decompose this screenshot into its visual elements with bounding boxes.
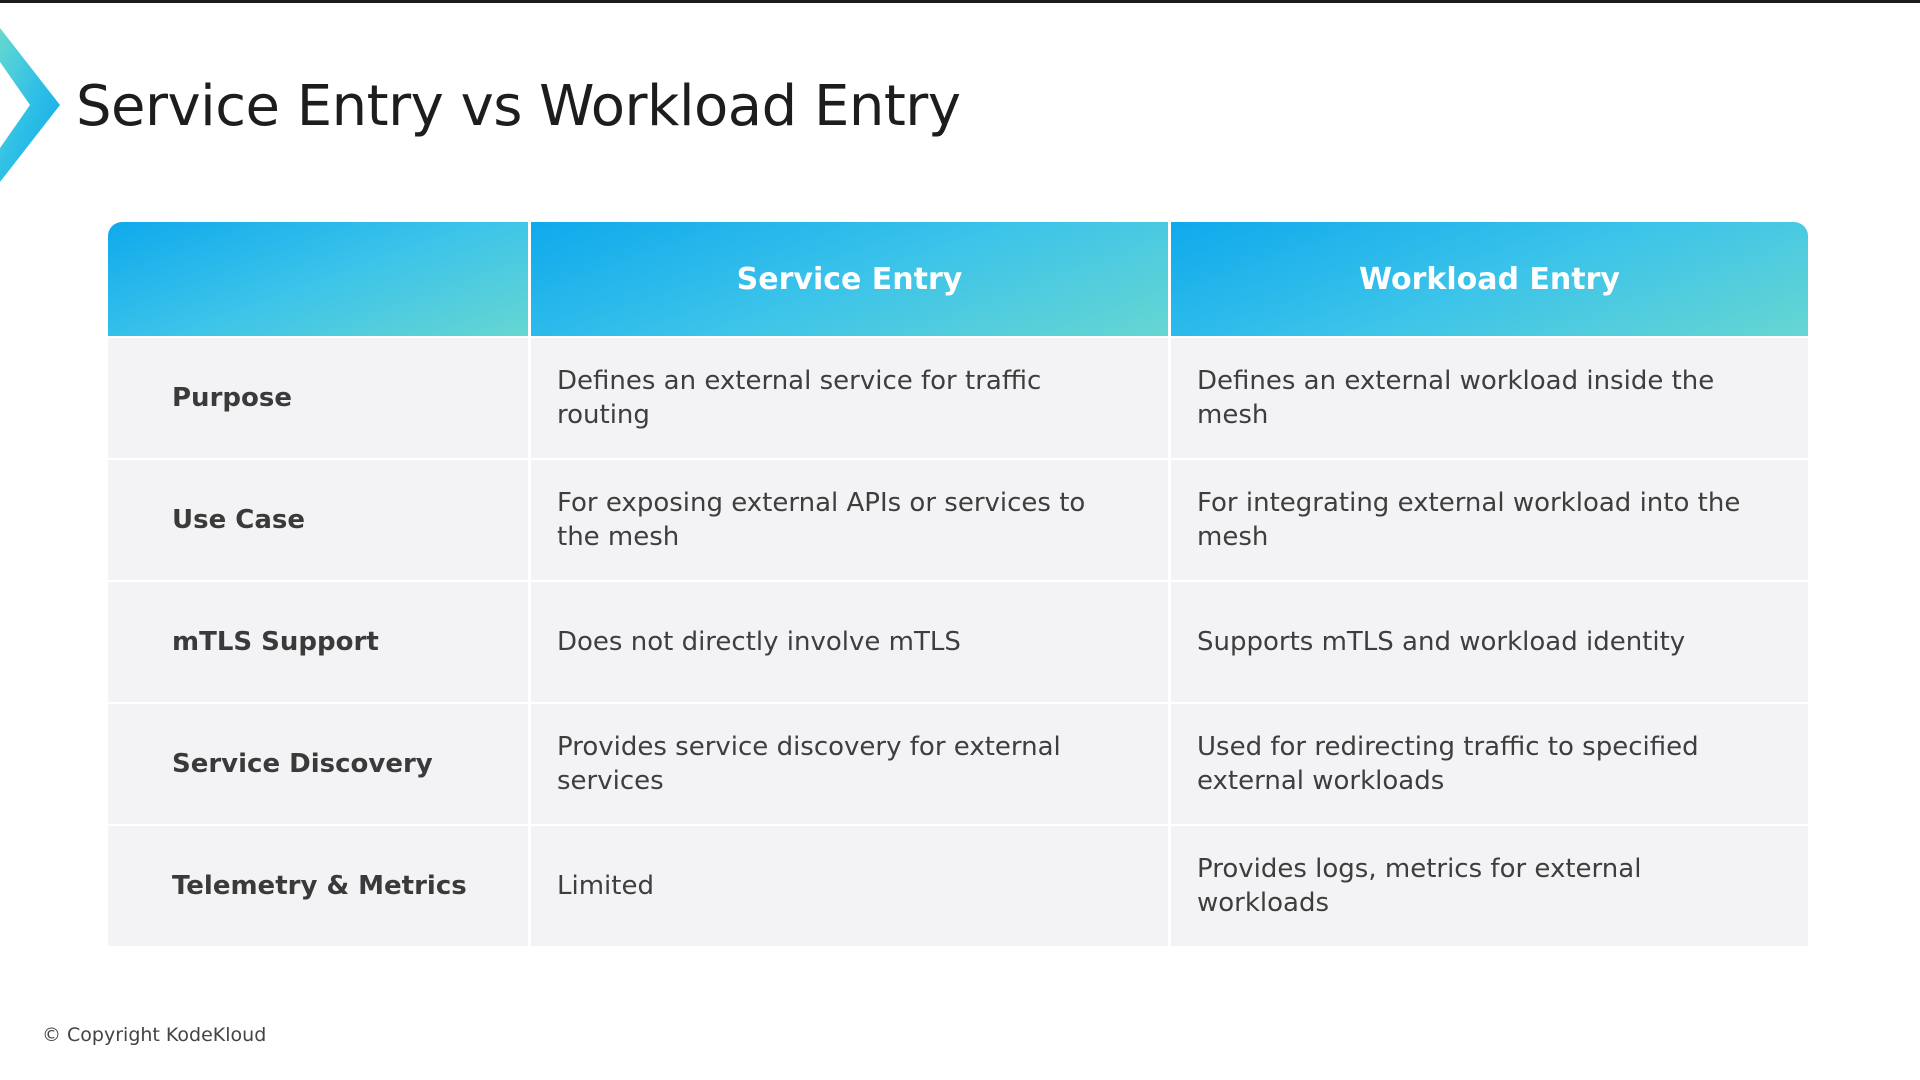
table-row-service-discovery	[108, 704, 1808, 824]
row-label: Purpose	[108, 338, 528, 458]
table-header	[108, 222, 1808, 336]
service-entry-cell: Does not directly involve mTLS	[528, 582, 1168, 702]
workload-entry-cell: For integrating external workload into the mesh	[1168, 460, 1808, 580]
header-cell-workload-entry: Workload Entry	[1168, 222, 1808, 336]
comparison-table	[108, 222, 1808, 946]
workload-entry-cell: Provides logs, metrics for external workloads	[1168, 826, 1808, 946]
service-entry-cell: For exposing external APIs or services to the mesh	[528, 460, 1168, 580]
chevron-right-icon	[0, 28, 64, 182]
header-cell-empty	[108, 222, 528, 336]
workload-entry-cell: Supports mTLS and workload identity	[1168, 582, 1808, 702]
service-entry-cell: Provides service discovery for external services	[528, 704, 1168, 824]
row-label: mTLS Support	[108, 582, 528, 702]
workload-entry-cell: Defines an external workload inside the mesh	[1168, 338, 1808, 458]
copyright-footer: © Copyright KodeKloud	[42, 1024, 267, 1046]
service-entry-cell: Limited	[528, 826, 1168, 946]
workload-entry-cell: Used for redirecting traffic to specified external workloads	[1168, 704, 1808, 824]
service-entry-cell: Defines an external service for traffic routing	[528, 338, 1168, 458]
row-label: Use Case	[108, 460, 528, 580]
table-row-use-case	[108, 460, 1808, 580]
row-label: Service Discovery	[108, 704, 528, 824]
header-cell-service-entry: Service Entry	[528, 222, 1168, 336]
table-row-mtls-support	[108, 582, 1808, 702]
row-label: Telemetry & Metrics	[108, 826, 528, 946]
slide-title: Service Entry vs Workload Entry	[76, 74, 961, 139]
top-border	[0, 0, 1920, 3]
table-row-purpose	[108, 338, 1808, 458]
table-row-telemetry-metrics	[108, 826, 1808, 946]
